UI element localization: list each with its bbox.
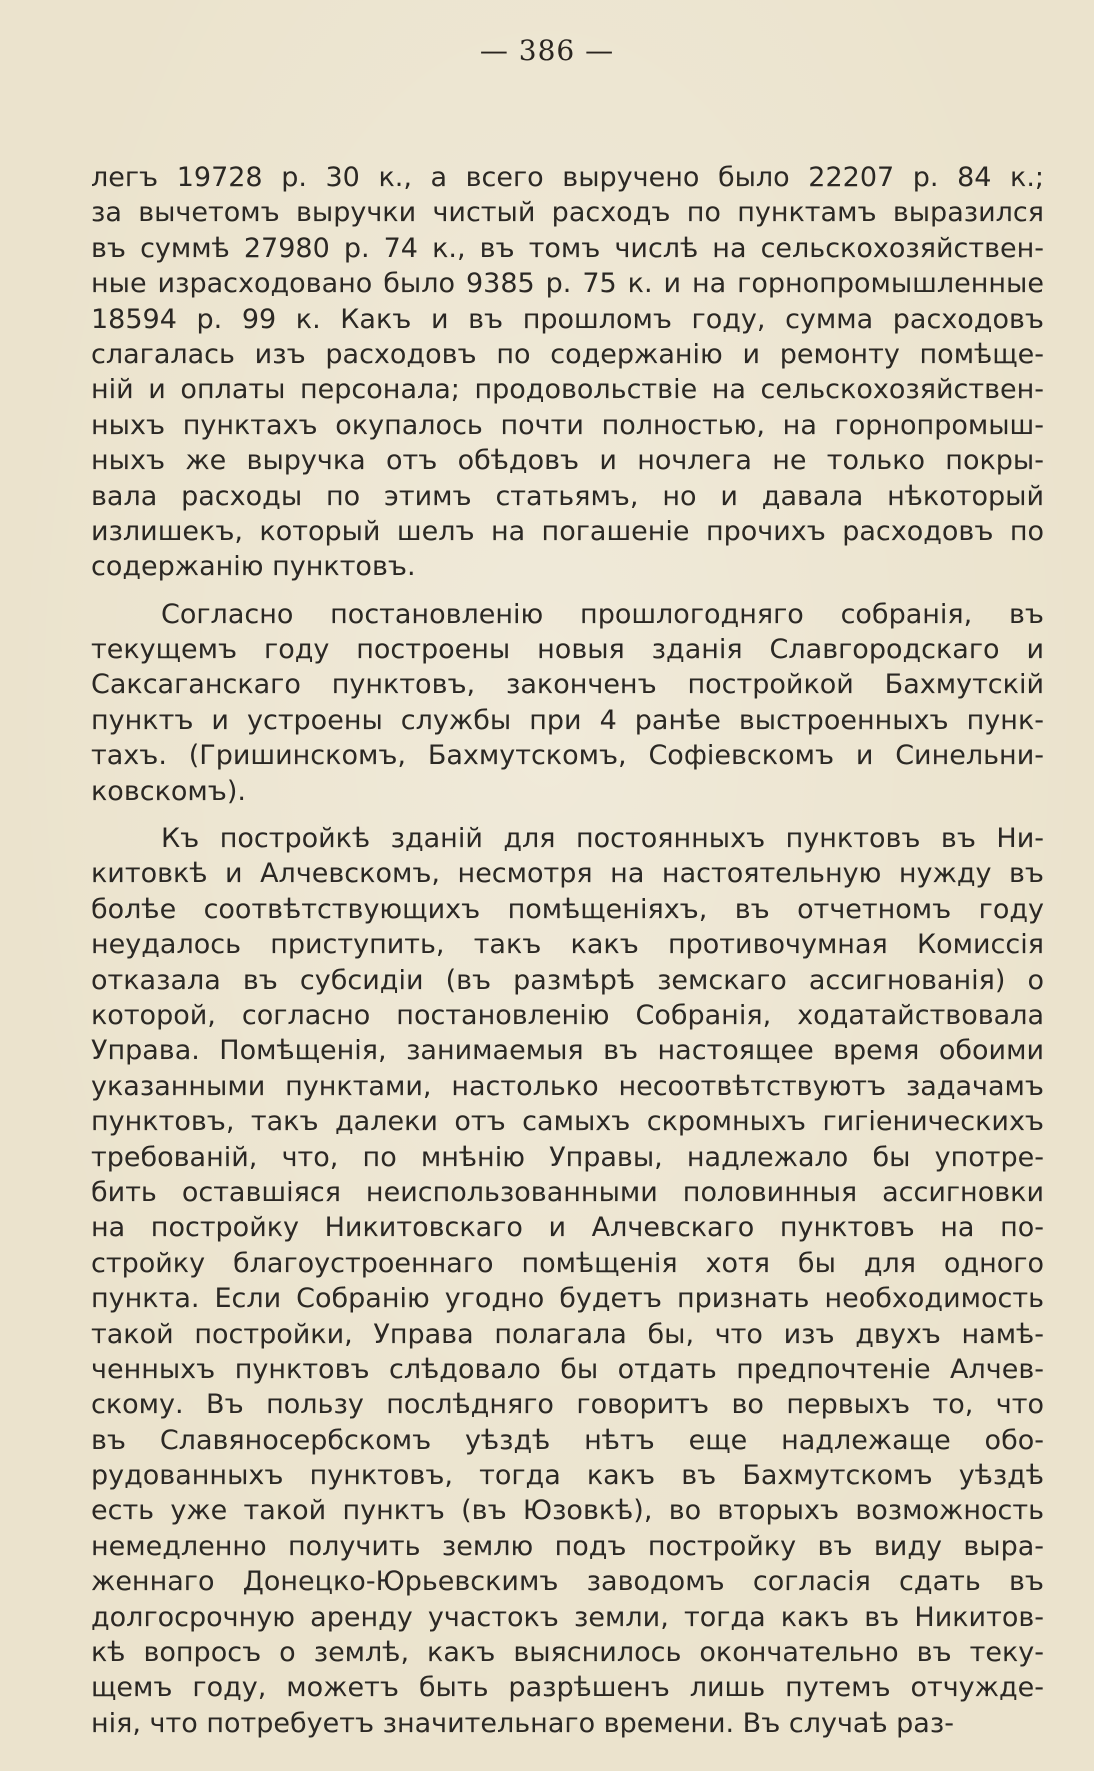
text-line: пунктъ и устроены службы при 4 ранѣе выстроенныхъ пунк- — [91, 704, 1044, 736]
text-line: тахъ. (Гришинскомъ, Бахмутскомъ, Софіевскомъ и Синельни- — [91, 740, 1044, 772]
text-line: въ суммѣ 27980 р. 74 к., въ томъ числѣ на сельскохозяйствен- — [91, 232, 1044, 264]
text-line: кѣ вопросъ о землѣ, какъ выяснилось окончательно въ теку- — [91, 1637, 1044, 1669]
text-line: пункта. Если Собранію угодно будетъ признать необходимость — [91, 1283, 1044, 1315]
text-line: женнаго Донецко-Юрьевскимъ заводомъ согласія сдать въ — [91, 1566, 1044, 1598]
text-line: отказала въ субсидіи (въ размѣрѣ земскаго ассигнованія) о — [91, 964, 1044, 996]
page-number: — 386 — — [479, 34, 615, 67]
text-line: нія, что потребуетъ значительнаго времени. Въ случаѣ раз- — [91, 1707, 954, 1739]
text-line: слагалась изъ расходовъ по содержанію и ремонту помѣще- — [91, 338, 1044, 370]
text-line: болѣе соотвѣтствующихъ помѣщеніяхъ, въ отчетномъ году — [91, 893, 1044, 925]
paragraph-3 — [91, 821, 1044, 1741]
text-line: ковскомъ). — [91, 775, 246, 807]
body-text — [91, 160, 1044, 1741]
text-line: Саксаганскаго пунктовъ, законченъ постройкой Бахмутскій — [91, 669, 1044, 701]
text-line: Управа. Помѣщенія, занимаемыя въ настоящее время обоими — [91, 1035, 1044, 1067]
text-line: содержанію пунктовъ. — [91, 551, 416, 583]
text-line: вала расходы по этимъ статьямъ, но и давала нѣкоторый — [91, 480, 1044, 512]
paragraph-1 — [91, 160, 1044, 585]
text-line: ные израсходовано было 9385 р. 75 к. и на горнопромышленные — [91, 268, 1044, 300]
text-line: Къ постройкѣ зданій для постоянныхъ пунктовъ въ Ни- — [161, 823, 1044, 855]
text-line: въ Славяносербскомъ уѣздѣ нѣтъ еще надлежаще обо- — [91, 1424, 1044, 1456]
text-line: ній и оплаты персонала; продовольствіе на сельскохозяйствен- — [91, 374, 1044, 406]
text-line: за вычетомъ выручки чистый расходъ по пунктамъ выразился — [91, 197, 1044, 229]
text-line: скому. Въ пользу послѣдняго говоритъ во первыхъ то, что — [91, 1389, 1044, 1421]
text-line: 18594 р. 99 к. Какъ и въ прошломъ году, сумма расходовъ — [91, 303, 1044, 335]
paragraph-2 — [91, 597, 1044, 809]
text-line: есть уже такой пунктъ (въ Юзовкѣ), во вторыхъ возможность — [91, 1495, 1044, 1527]
text-line: ныхъ пунктахъ окупалось почти полностью, на горнопромыш- — [91, 409, 1044, 441]
text-line: долгосрочную аренду участокъ земли, тогда какъ въ Никитов- — [91, 1601, 1044, 1633]
text-line: такой постройки, Управа полагала бы, что изъ двухъ намѣ- — [91, 1318, 1044, 1350]
text-line: указанными пунктами, настолько несоотвѣтствуютъ задачамъ — [91, 1070, 1044, 1102]
text-line: пунктовъ, такъ далеки отъ самыхъ скромныхъ гигіеническихъ — [91, 1106, 1044, 1138]
text-line: излишекъ, который шелъ на погашеніе прочихъ расходовъ по — [91, 515, 1044, 547]
text-line: китовкѣ и Алчевскомъ, несмотря на настоятельную нужду въ — [91, 858, 1044, 890]
text-line: ныхъ же выручка отъ обѣдовъ и ночлега не только покры- — [91, 445, 1044, 477]
text-line: бить оставшіяся неиспользованными половинныя ассигновки — [91, 1176, 1044, 1208]
text-line: неудалось приступить, такъ какъ противочумная Комиссія — [91, 929, 1044, 961]
text-line: стройку благоустроеннаго помѣщенія хотя бы для одного — [91, 1247, 1044, 1279]
text-line: немедленно получить землю подъ постройку въ виду выра- — [91, 1530, 1044, 1562]
text-line: щемъ году, можетъ быть разрѣшенъ лишь путемъ отчужде- — [91, 1672, 1044, 1704]
text-line: рудованныхъ пунктовъ, тогда какъ въ Бахмутскомъ уѣздѣ — [91, 1460, 1044, 1492]
text-line: легъ 19728 р. 30 к., а всего выручено было 22207 р. 84 к.; — [91, 162, 1044, 193]
text-line: которой, согласно постановленію Собранія, ходатайствовала — [91, 999, 1044, 1031]
text-line: на постройку Никитовскаго и Алчевскаго пунктовъ на по- — [91, 1212, 1044, 1244]
text-line: Согласно постановленію прошлогодняго собранія, въ — [161, 598, 1044, 630]
text-line: требованій, что, по мнѣнію Управы, надлежало бы употре- — [91, 1141, 1044, 1173]
text-line: текущемъ году построены новыя зданія Славгородскаго и — [91, 634, 1044, 666]
text-line: ченныхъ пунктовъ слѣдовало бы отдать предпочтеніе Алчев- — [91, 1353, 1044, 1385]
